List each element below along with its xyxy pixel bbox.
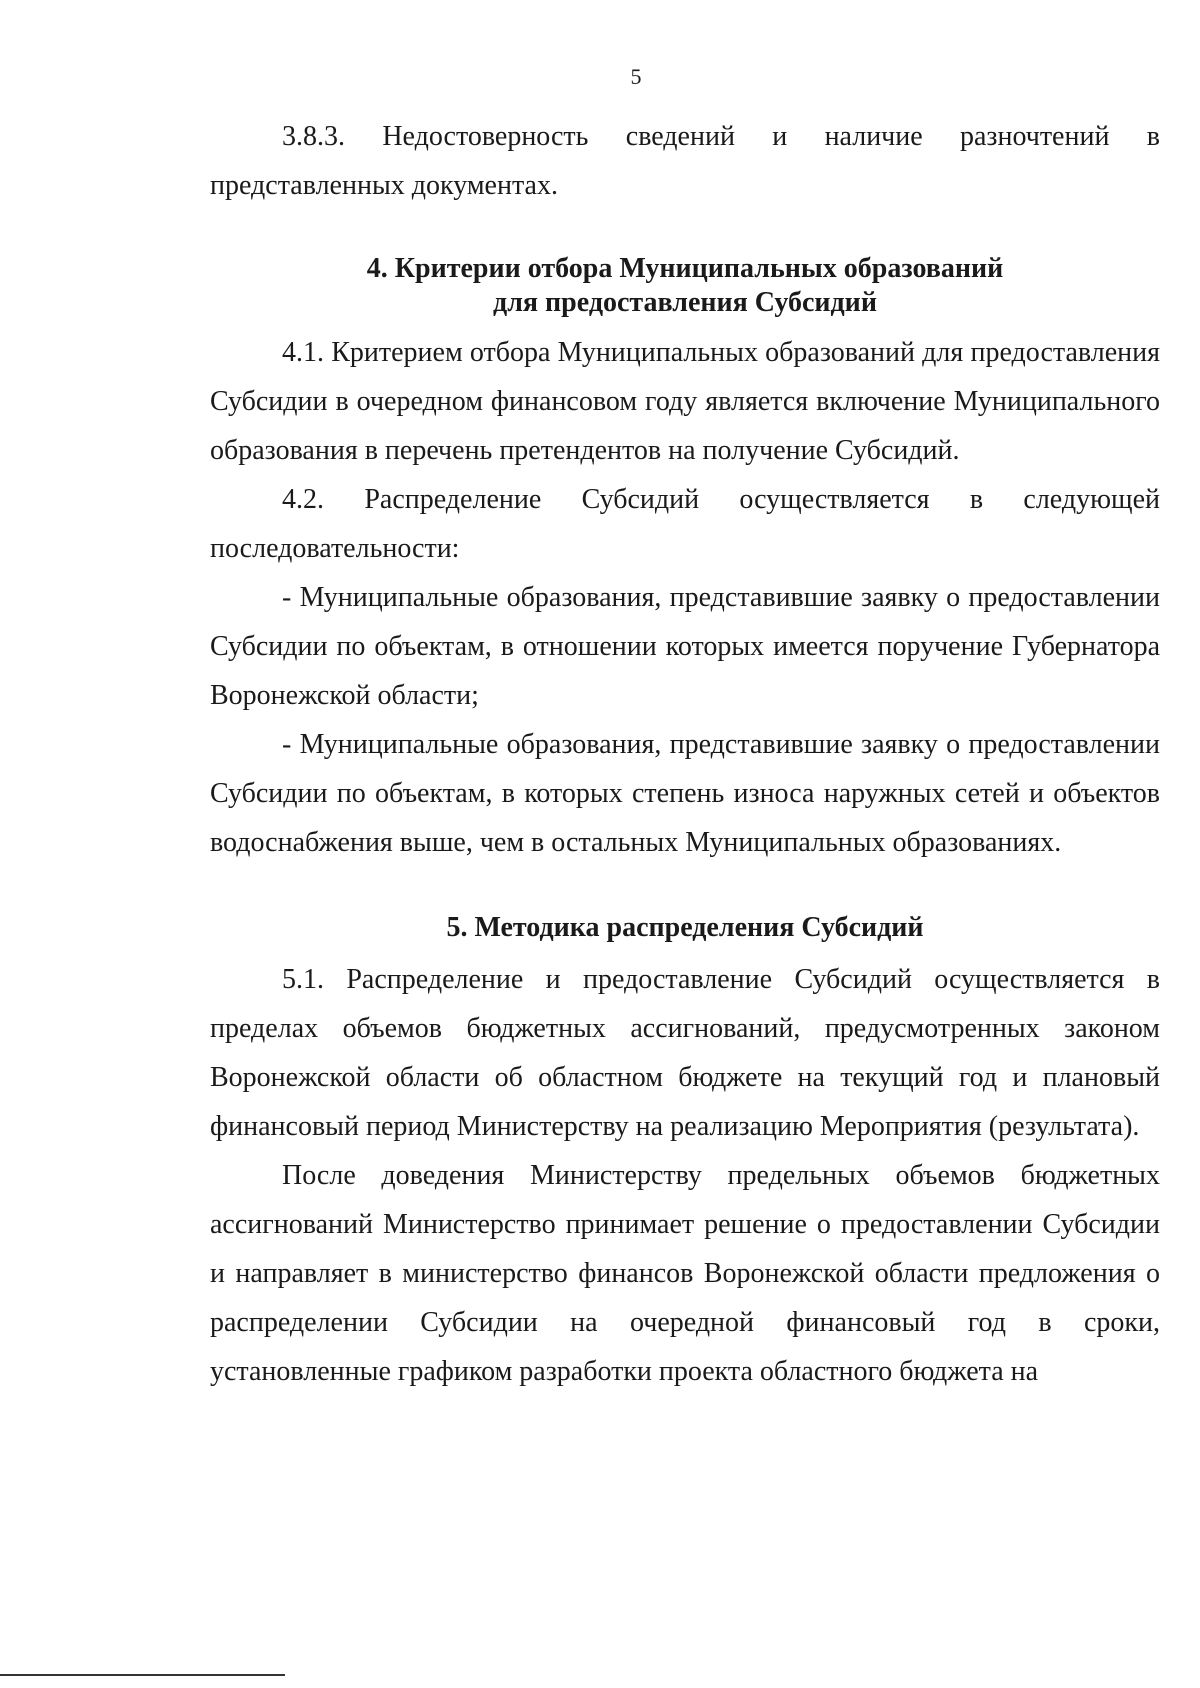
section-heading-4-line-1: 4. Критерии отбора Муниципальных образований bbox=[366, 253, 1004, 284]
page-bottom-rule bbox=[0, 1674, 285, 1676]
paragraph-5-1-continued: После доведения Министерству предельных объемов бюджетных ассигнований Министерство принимает решение о предоставлении Субсидии и направляет в министерство финансов Воронежской области предложения о распределении Субсидии на очередной финансовый год в сроки, установленные графиком разработки проекта областного бюджета на bbox=[210, 1160, 1160, 1387]
paragraph-4-1: 4.1. Критерием отбора Муниципальных образований для предоставления Субсидии в очередном финансовом году является включение Муниципального образования в перечень претендентов на получение Субсидий. bbox=[210, 337, 1160, 466]
section-heading-5: 5. Методика распределения Субсидий bbox=[446, 912, 924, 943]
paragraph-3-8-3: 3.8.3. Недостоверность сведений и наличие разночтений в представленных документах. bbox=[210, 121, 1160, 201]
section-heading-4-line-2: для предоставления Субсидий bbox=[493, 287, 877, 318]
list-item-4-2-a: - Муниципальные образования, представившие заявку о предоставлении Субсидии по объектам, в отношении которых имеется поручение Губернатора Воронежской области; bbox=[210, 582, 1160, 711]
section-heading-4 bbox=[210, 252, 1160, 320]
paragraph-5-1: 5.1. Распределение и предоставление Субсидий осуществляется в пределах объемов бюджетных ассигнований, предусмотренных законом Воронежской области об областном бюджете на текущий год и плановый финансовый период Министерству на реализацию Мероприятия (результата). bbox=[210, 964, 1160, 1142]
page-number: 5 bbox=[630, 64, 642, 89]
list-item-4-2-b: - Муниципальные образования, представившие заявку о предоставлении Субсидии по объектам, в которых степень износа наружных сетей и объектов водоснабжения выше, чем в остальных Муниципальных образованиях. bbox=[210, 729, 1160, 858]
document-body bbox=[210, 112, 1160, 1396]
paragraph-4-2: 4.2. Распределение Субсидий осуществляется в следующей последовательности: bbox=[210, 484, 1160, 564]
